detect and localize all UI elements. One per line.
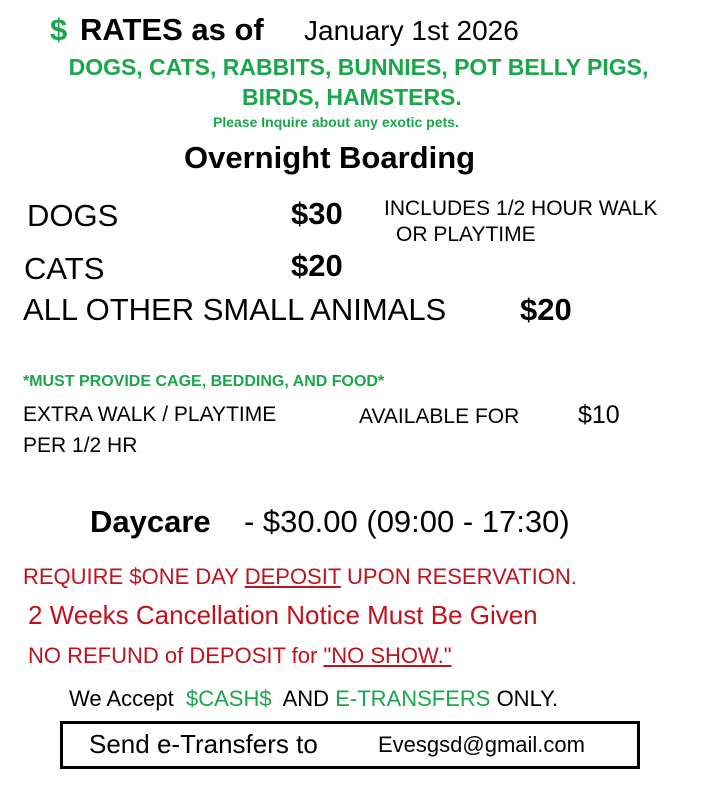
refund-policy-a: NO REFUND of DEPOSIT for: [28, 643, 318, 668]
overnight-title: Overnight Boarding: [184, 140, 476, 175]
extra-walk-text: EXTRA WALK / PLAYTIME: [23, 403, 277, 426]
extra-per-time: PER 1/2 HR: [23, 434, 138, 457]
exotic-note: Please Inquire about any exotic pets.: [213, 114, 459, 130]
extra-available-text: AVAILABLE FOR: [359, 405, 520, 428]
cancellation-notice: 2 Weeks Cancellation Notice Must Be Given: [28, 600, 538, 630]
daycare-detail: - $30.00 (09:00 - 17:30): [244, 504, 570, 539]
dollar-sign: $: [50, 12, 68, 47]
species-line-1: DOGS, CATS, RABBITS, BUNNIES, POT BELLY PIGS,: [68, 54, 649, 80]
dogs-note-2: OR PLAYTIME: [396, 223, 536, 246]
cats-label: CATS: [24, 251, 105, 286]
deposit-policy-b: DEPOSIT: [244, 564, 341, 589]
deposit-policy: [23, 566, 577, 588]
rates-heading: RATES as of: [80, 12, 264, 47]
accept-text: We Accept: [69, 686, 174, 711]
dogs-label: DOGS: [27, 198, 119, 233]
dogs-note-1: INCLUDES 1/2 HOUR WALK: [384, 197, 658, 220]
cash-text: $CASH$: [186, 686, 272, 711]
only-text: ONLY.: [496, 686, 559, 711]
dogs-price: $30: [291, 196, 343, 231]
payment-accept: [69, 688, 558, 710]
extra-price: $10: [578, 401, 620, 429]
and-text: AND: [282, 686, 330, 711]
must-provide-note: *MUST PROVIDE CAGE, BEDDING, AND FOOD*: [23, 373, 385, 390]
send-etransfer-label: Send e-Transfers to: [89, 729, 318, 759]
daycare-label: Daycare: [90, 504, 211, 539]
deposit-policy-a: REQUIRE $ONE DAY: [23, 564, 239, 589]
rates-date: January 1st 2026: [304, 15, 519, 46]
species-line-2: BIRDS, HAMSTERS.: [242, 84, 462, 110]
etransfer-email: Evesgsd@gmail.com: [378, 732, 585, 757]
refund-policy: [28, 645, 452, 667]
cats-price: $20: [291, 248, 343, 283]
other-animals-price: $20: [520, 292, 572, 327]
other-animals-label: ALL OTHER SMALL ANIMALS: [23, 292, 447, 327]
etransfers-text: E-TRANSFERS: [335, 686, 491, 711]
refund-policy-b: "NO SHOW.": [323, 643, 452, 668]
deposit-policy-c: UPON RESERVATION.: [347, 564, 577, 589]
